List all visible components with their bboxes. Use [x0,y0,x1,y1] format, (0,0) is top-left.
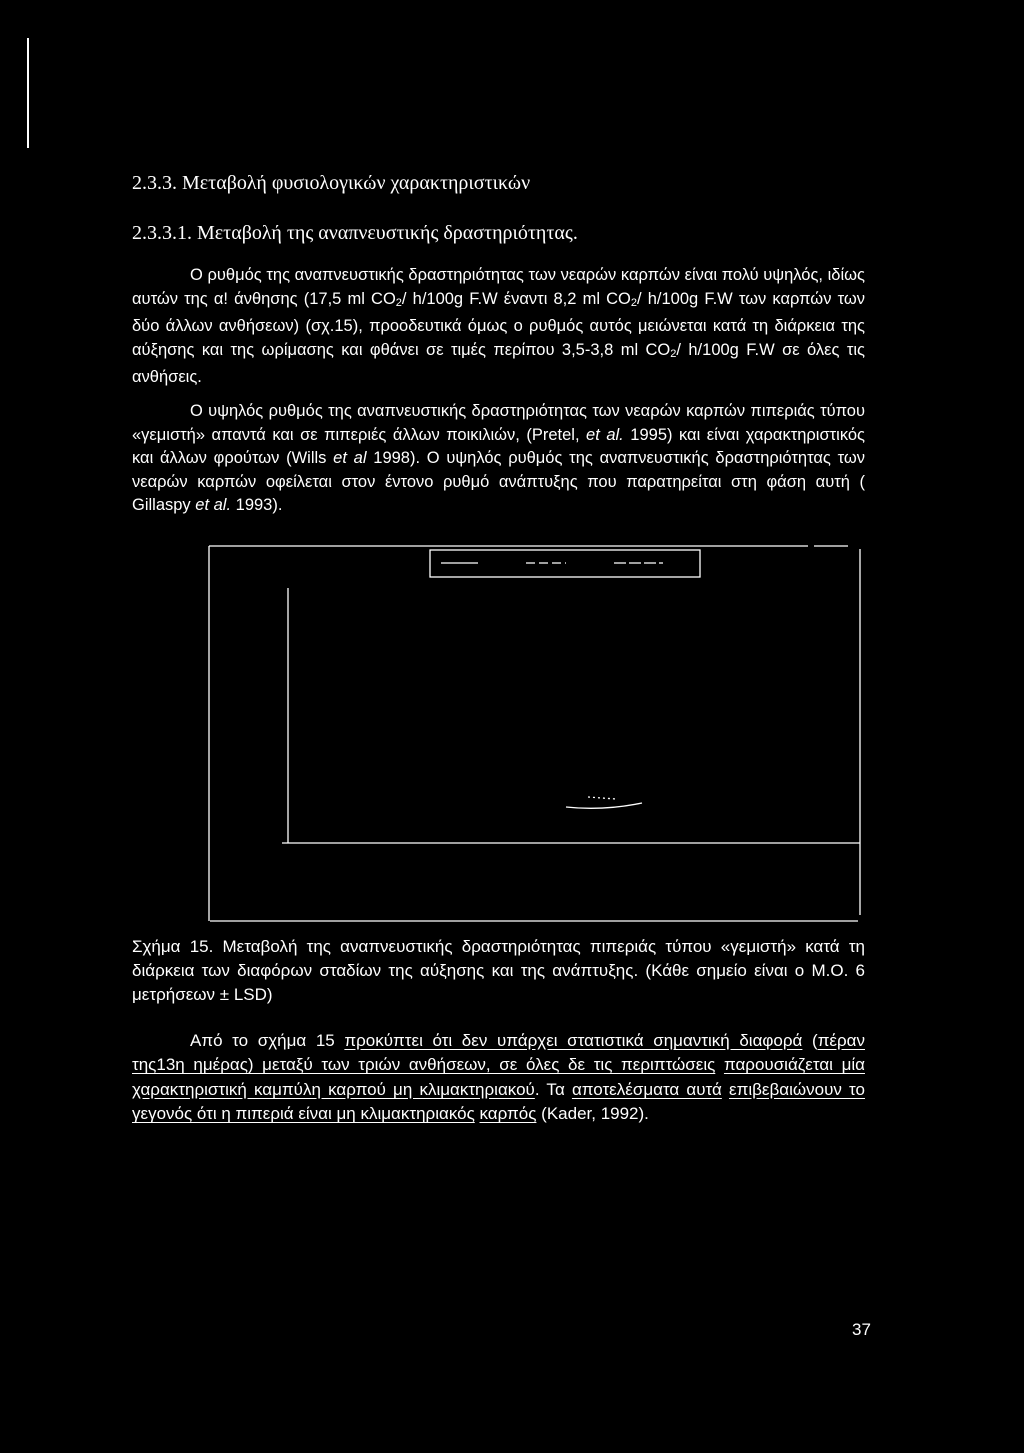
paragraph-young-fruits: Ο υψηλός ρυθμός της αναπνευστικής δραστηριότητας των νεαρών καρπών πιπεριάς τύπου «γεμιστή» απαντά και σε πιπεριές άλλων ποικιλιών, (Pretel, et al. 1995) και είναι χαρακτηριστικός και άλλων φρούτων (Wills et al 1998). Ο υψηλός ρυθμός της αναπνευστικής δραστηριότητας των νεαρών καρπών οφείλεται στον έντονο ρυθμό ανάπτυξης που παρατηρείται στη φάση αυτή ( Gillaspy et al. 1993). [132,402,866,514]
series-curve-2 [588,797,616,799]
scan-edge-line [27,38,29,148]
series-curve-1 [566,803,642,808]
figure-15 [208,543,864,923]
subsection-heading: 2.3.3.1. Μεταβολή της αναπνευστικής δραστηριότητας. [132,222,578,244]
section-heading: 2.3.3. Μεταβολή φυσιολογικών χαρακτηριστικών [132,172,531,194]
page-number: 37 [852,1320,871,1339]
paragraph-respiration-rate: Ο ρυθμός της αναπνευστικής δραστηριότητας των νεαρών καρπών είναι πολύ υψηλός, ιδίως αυτών της α! άνθησης (17,5 ml $CO_2/$ h/100g F.W έναντι 8,2 ml $CO_2/$ h/100g F.W των καρπών των δύο άλλων ανθήσεων) (σχ.15), προοδευτικά όμως ο ρυθμός αυτός μειώνεται κατά τη διάρκεια της αύξησης και της ωρίμασης και φθάνει σε τιμές περίπου 3,5-3,8 ml $CO_2/$ h/100g F.W σε όλες τις ανθήσεις. [132,266,865,386]
figure-graphic [208,543,864,923]
figure-caption: Σχήμα 15. Μεταβολή της αναπνευστικής δραστηριότητας πιπεριάς τύπου «γεμιστή» κατά τη διάρκεια των διαφόρων σταδίων της αύξησης και της ανάπτυξης. (Κάθε σημείο είναι ο Μ.Ο. 6 μετρήσεων ± LSD) [132,937,865,1004]
paragraph-conclusion: Από το σχήμα 15 προκύπτει ότι δεν υπάρχει στατιστικά σημαντική διαφορά (πέραν της13η ημέρας) μεταξύ των τριών ανθήσεων, σε όλες δε τις περιπτώσεις παρουσιάζεται μία χαρακτηριστική καμπύλη καρπού μη κλιμακτηριακού. Τα αποτελέσματα αυτά επιβεβαιώνουν το γεγονός ότι η πιπεριά είναι μη κλιμακτηριακός καρπός (Kader, 1992). [132,1031,865,1124]
